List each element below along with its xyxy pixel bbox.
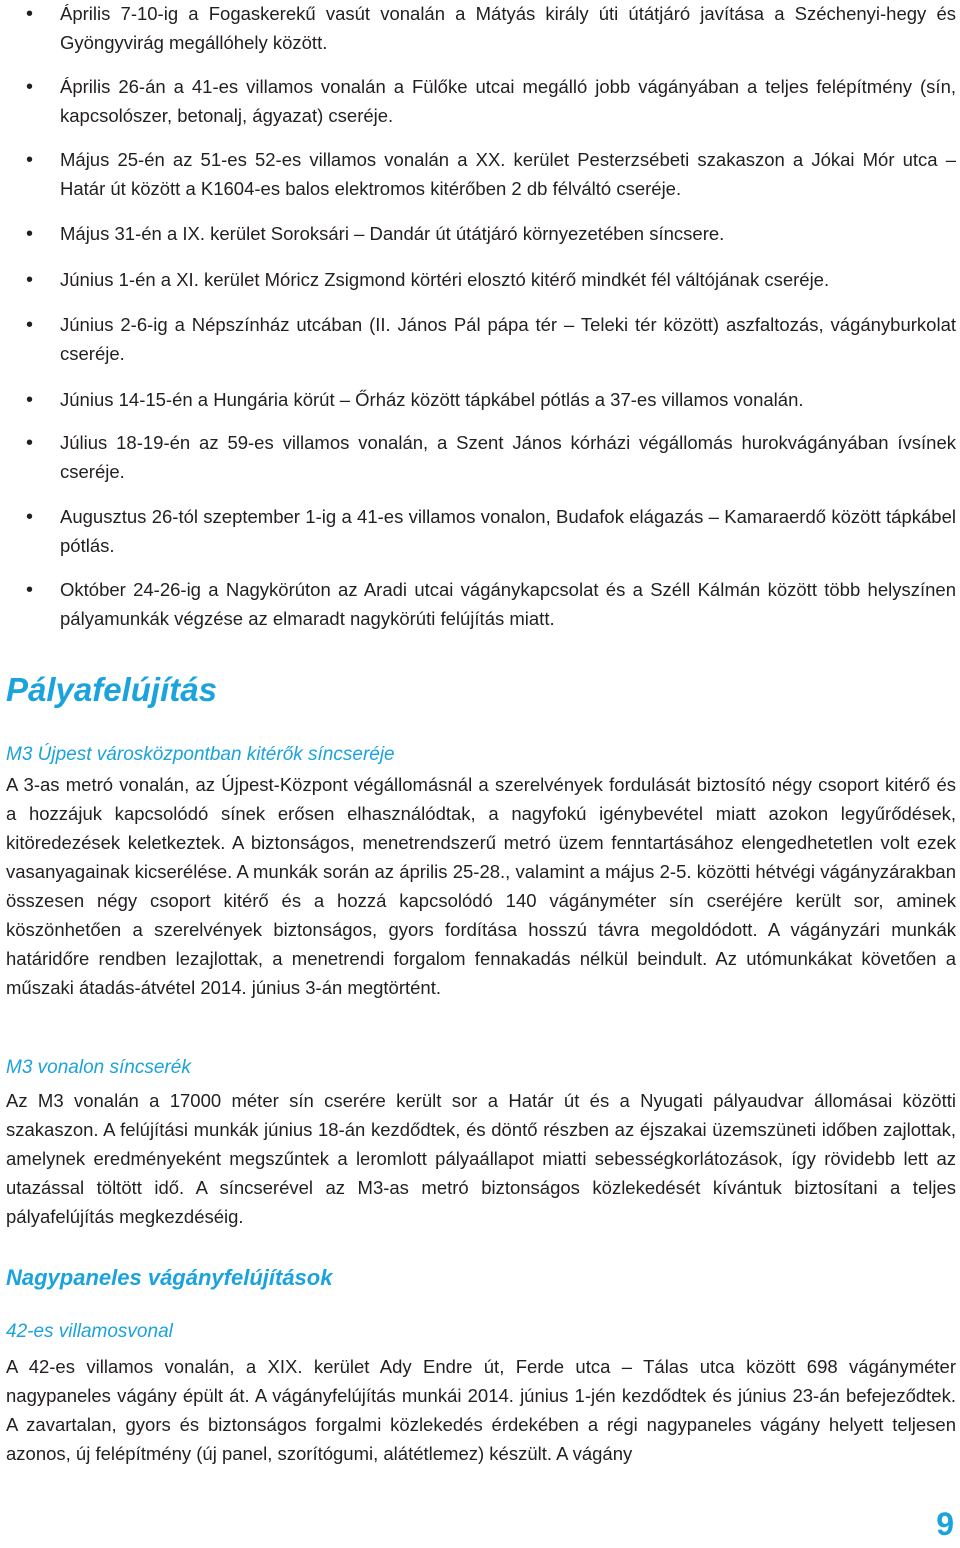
body-paragraph: A 3-as metró vonalán, az Újpest-Központ végállomásnál a szerelvények fordulását biztosító négy csoport kitérő és a hozzájuk kapcsolódó sínek erősen elhasználódtak, a nagyfokú igénybevétel miatt azokon legyűrődések, kitöredezések keletkeztek. A biztonságos, menetrendszerű metró üzem fenntartásához elengedhetetlen volt ezek vasanyagainak kicserélése. A munkák során az április 25-28., valamint a május 2-5. közötti hétvégi vágányzárakban összesen négy csoport kitérő és a hozzá kapcsolódó 140 vágányméter sín cseréjére került sor, aminek köszönhetően a szerelvények biztonságos, gyors fordítása hosszú távra megoldódott. A vágányzári munkák határidőre rendben lezajlottak, a menetrendi forgalom fennakadás nélkül beindult. Az utómunkákat követően a műszaki átadás-átvétel 2014. június 3-án megtörtént.: [6, 774, 956, 998]
page-number: 9: [936, 1506, 954, 1542]
subsection-title: M3 vonalon síncserék: [6, 1057, 191, 1078]
section-title: Nagypaneles vágányfelújítások: [6, 1265, 333, 1290]
bullet-item: • Július 18-19-én az 59-es villamos vonalán, a Szent János kórházi végállomás hurokvágányában ívsínek cseréje.: [60, 429, 956, 486]
subsection-title: 42-es villamosvonal: [6, 1321, 173, 1342]
bullet-item: • Június 14-15-én a Hungária körút – Őrház között tápkábel pótlás a 37-es villamos vonalán.: [60, 386, 956, 415]
bullet-item: • Augusztus 26-tól szeptember 1-ig a 41-es villamos vonalon, Budafok elágazás – Kamaraerdő között tápkábel pótlás.: [60, 503, 956, 560]
subsection-title: M3 Újpest városközpontban kitérők síncseréje: [6, 744, 395, 765]
bullet-item: • Június 1-én a XI. kerület Móricz Zsigmond körtéri elosztó kitérő mindkét fél váltójának cseréje.: [60, 266, 956, 295]
body-paragraph: Az M3 vonalán a 17000 méter sín cserére került sor a Határ út és a Nyugati pályaudvar állomásai közötti szakaszon. A felújítási munkák június 18-án kezdődtek, és döntő részben az éjszakai üzemszüneti időben zajlottak, amelynek eredményeként megszűntek a leromlott pályaállapot miatti sebességkorlátozások, így rövidebb lett az utazással töltött idő. A síncserével az M3-as metró biztonságos közlekedését kívántuk biztosítani a teljes pályafelújítás megkezdéséig.: [6, 1090, 956, 1227]
section-title: Pályafelújítás: [6, 671, 217, 708]
bullet-item: • Április 26-án a 41-es villamos vonalán a Fülőke utcai megálló jobb vágányában a teljes felépítmény (sín, kapcsolószer, betonalj, ágyazat) cseréje.: [60, 73, 956, 130]
bullet-item: • Október 24-26-ig a Nagykörúton az Aradi utcai vágánykapcsolat és a Széll Kálmán között több helyszínen pályamunkák végzése az elmaradt nagykörúti felújítás miatt.: [60, 576, 956, 633]
bullet-item: • Június 2-6-ig a Népszínház utcában (II. János Pál pápa tér – Teleki tér között) aszfaltozás, vágányburkolat cseréje.: [60, 311, 956, 368]
bullet-item: • Május 25-én az 51-es 52-es villamos vonalán a XX. kerület Pesterzsébeti szakaszon a Jókai Mór utca – Határ út között a K1604-es balos elektromos kitérőben 2 db félváltó cseréje.: [60, 146, 956, 203]
bullet-item: • Május 31-én a IX. kerület Soroksári – Dandár út útátjáró környezetében síncsere.: [60, 220, 956, 249]
bullet-item: • Április 7-10-ig a Fogaskerekű vasút vonalán a Mátyás király úti útátjáró javítása a Széchenyi-hegy és Gyöngyvirág megállóhely között.: [60, 0, 956, 57]
body-paragraph: A 42-es villamos vonalán, a XIX. kerület Ady Endre út, Ferde utca – Tálas utca között 698 vágányméter nagypaneles vágány épült át. A vágányfelújítás munkái 2014. június 1-jén kezdődtek és június 23-án befejeződtek. A zavartalan, gyors és biztonságos forgalmi közlekedés érdekében a régi nagypaneles vágány helyett teljesen azonos, új felépítmény (új panel, szorítógumi, alátétlemez) készült. A vágány: [6, 1356, 956, 1464]
